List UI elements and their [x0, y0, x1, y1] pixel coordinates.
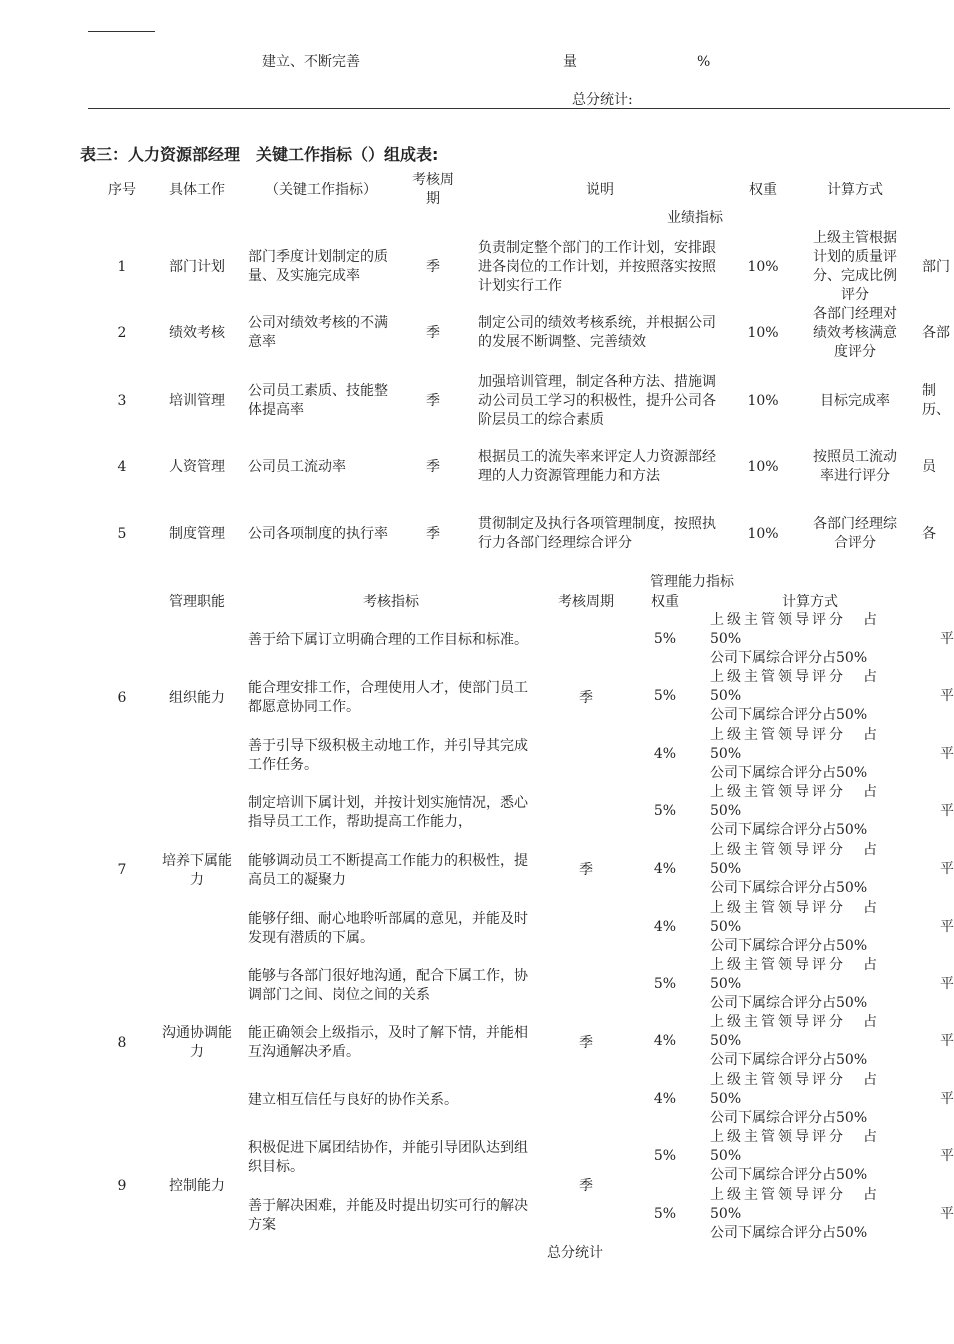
mgmt-calc-line: 上级主管领导评分 占	[710, 957, 880, 973]
header-calc: 计算方式	[827, 182, 883, 198]
mgmt-group-period: 季	[579, 862, 593, 878]
mgmt-weight: 4%	[653, 861, 677, 877]
perf-work: 人资管理	[169, 458, 225, 475]
mgmt-calc-line: 公司下属综合评分占50%	[710, 1052, 868, 1068]
mgmt-calc	[710, 611, 906, 668]
mgmt-calc	[710, 783, 906, 840]
mgmt-indicator-text: 积极促进下属团结协作，并能引导团队达到组织目标。	[248, 1139, 528, 1175]
mgmt-calc-line: 公司下属综合评分占50%	[710, 938, 868, 954]
top-short-rule	[88, 31, 155, 32]
mgmt-calc-line: 上级主管领导评分 占	[710, 784, 880, 800]
header-desc: 说明	[586, 182, 614, 198]
mgmt-group-no: 7	[117, 862, 127, 878]
perf-kpi: 公司对绩效考核的不满意率	[248, 315, 388, 350]
mgmt-calc	[710, 1013, 906, 1070]
mgmt-group-period: 季	[579, 1178, 593, 1194]
perf-weight: 10%	[747, 324, 779, 341]
mgmt-calc-line: 公司下属综合评分占50%	[710, 880, 868, 896]
mgmt-weight: 4%	[653, 746, 677, 762]
mgmt-header-func: 管理职能	[169, 594, 225, 610]
header-seq: 序号	[108, 182, 136, 198]
perf-weight: 10%	[747, 525, 779, 542]
mgmt-group-no: 9	[117, 1178, 127, 1194]
table-title: 表三：人力资源部经理 关键工作指标（）组成表:	[80, 145, 439, 164]
top-col-percent: %	[697, 54, 711, 70]
mgmt-indicator-text: 能够与各部门很好地沟通，配合下属工作，协调部门之间、岗位之间的关系	[248, 967, 528, 1003]
mgmt-extra-mark: 平	[940, 803, 954, 819]
mgmt-weight: 4%	[653, 919, 677, 935]
mgmt-calc-line: 50%	[710, 631, 742, 647]
mgmt-indicator-text: 制定培训下属计划，并按计划实施情况，悉心指导员工工作，帮助提高工作能力，	[248, 794, 528, 830]
mgmt-calc-line: 上级主管领导评分 占	[710, 1014, 880, 1030]
mgmt-calc	[710, 1071, 906, 1128]
mgmt-indicator-text: 善于给下属订立明确合理的工作目标和标准。	[248, 632, 528, 648]
top-bottom-rule	[88, 108, 950, 109]
perf-period: 季	[426, 258, 440, 275]
mgmt-calc	[710, 668, 906, 725]
mgmt-header-calc: 计算方式	[782, 594, 838, 610]
mgmt-calc-line: 50%	[710, 861, 742, 877]
mgmt-calc-line: 50%	[710, 1206, 742, 1222]
mgmt-extra-mark: 平	[940, 1206, 954, 1222]
mgmt-indicator-text: 能够调动员工不断提高工作能力的积极性，提高员工的凝聚力	[248, 852, 528, 888]
mgmt-indicator-text: 能正确领会上级指示，及时了解下情，并能相互沟通解决矛盾。	[248, 1024, 528, 1060]
header-period: 考核周期	[412, 172, 454, 207]
mgmt-calc-line: 公司下属综合评分占50%	[710, 650, 868, 666]
mgmt-header-weight: 权重	[651, 594, 679, 610]
perf-extra: 部门	[922, 258, 950, 275]
mgmt-calc	[710, 956, 906, 1013]
mgmt-calc-line: 50%	[710, 1033, 742, 1049]
mgmt-weight: 5%	[653, 631, 677, 647]
mgmt-extra-mark: 平	[940, 1091, 954, 1107]
header-weight: 权重	[749, 182, 777, 198]
perf-extra: 制历、	[922, 383, 950, 418]
mgmt-calc-line: 公司下属综合评分占50%	[710, 707, 868, 723]
mgmt-extra-mark: 平	[940, 1148, 954, 1164]
perf-kpi: 公司员工流动率	[248, 458, 346, 475]
mgmt-extra-mark: 平	[940, 976, 954, 992]
mgmt-calc	[710, 1128, 906, 1185]
perf-kpi: 公司各项制度的执行率	[248, 525, 388, 542]
perf-no: 3	[117, 392, 127, 409]
mgmt-weight: 5%	[653, 1206, 677, 1222]
perf-calc: 各部门经理综合评分	[813, 516, 897, 551]
mgmt-calc-line: 公司下属综合评分占50%	[710, 1167, 868, 1183]
mgmt-indicator-text: 善于引导下级积极主动地工作，并引导其完成工作任务。	[248, 737, 528, 773]
perf-no: 2	[117, 324, 127, 341]
mgmt-extra-mark: 平	[940, 1033, 954, 1049]
mgmt-calc-line: 公司下属综合评分占50%	[710, 1110, 868, 1126]
perf-no: 1	[117, 258, 127, 275]
perf-calc: 上级主管根据计划的质量评分、完成比例评分	[813, 230, 897, 303]
mgmt-calc-line: 上级主管领导评分 占	[710, 669, 880, 685]
mgmt-extra-mark: 平	[940, 688, 954, 704]
mgmt-calc-line: 上级主管领导评分 占	[710, 612, 880, 628]
perf-weight: 10%	[747, 458, 779, 475]
mgmt-calc	[710, 899, 906, 956]
mgmt-calc-line: 公司下属综合评分占50%	[710, 1225, 868, 1241]
mgmt-group-no: 8	[117, 1034, 127, 1051]
mgmt-weight: 5%	[653, 976, 677, 992]
mgmt-calc-line: 公司下属综合评分占50%	[710, 765, 868, 781]
perf-work: 部门计划	[169, 258, 225, 275]
header-work: 具体工作	[169, 182, 225, 198]
perf-period: 季	[426, 525, 440, 542]
mgmt-indicator-text: 能够仔细、耐心地聆听部属的意见，并能及时发现有潜质的下属。	[248, 910, 528, 946]
perf-no: 5	[117, 525, 127, 542]
mgmt-calc-line: 公司下属综合评分占50%	[710, 995, 868, 1011]
mgmt-indicator-text: 建立相互信任与良好的协作关系。	[248, 1092, 458, 1108]
perf-work: 绩效考核	[169, 324, 225, 341]
mgmt-extra-mark: 平	[940, 746, 954, 762]
mgmt-calc-line: 50%	[710, 976, 742, 992]
perf-desc: 根据员工的流失率来评定人力资源部经理的人力资源管理能力和方法	[478, 449, 716, 484]
mgmt-group-func: 培养下属能力	[162, 852, 232, 888]
mgmt-weight: 5%	[653, 1148, 677, 1164]
mgmt-header-indicator: 考核指标	[363, 594, 419, 610]
header-kpi: （关键工作指标）	[265, 182, 377, 198]
mgmt-group-func: 沟通协调能力	[162, 1025, 232, 1060]
mgmt-weight: 5%	[653, 803, 677, 819]
mgmt-calc-line: 50%	[710, 803, 742, 819]
bottom-total-label: 总分统计	[547, 1245, 603, 1261]
top-col-liang: 量	[563, 54, 577, 70]
perf-calc: 各部门经理对绩效考核满意度评分	[813, 305, 897, 360]
perf-weight: 10%	[747, 258, 779, 275]
perf-desc: 加强培训管理，制定各种方法、措施调动公司员工学习的积极性，提升公司各阶层员工的综合素质	[478, 373, 716, 428]
mgmt-weight: 4%	[653, 1033, 677, 1049]
mgmt-calc-line: 50%	[710, 1148, 742, 1164]
mgmt-section-label: 管理能力指标	[650, 574, 734, 590]
perf-calc: 按照员工流动率进行评分	[813, 449, 897, 484]
perf-extra: 各部	[922, 324, 950, 341]
perf-work: 培训管理	[169, 392, 225, 409]
perf-extra: 各	[922, 525, 936, 542]
perf-calc: 目标完成率	[820, 392, 890, 409]
mgmt-calc-line: 上级主管领导评分 占	[710, 1072, 880, 1088]
perf-weight: 10%	[747, 392, 779, 409]
mgmt-calc-line: 上级主管领导评分 占	[710, 1187, 880, 1203]
mgmt-weight: 5%	[653, 688, 677, 704]
perf-work: 制度管理	[169, 525, 225, 542]
mgmt-calc-line: 50%	[710, 919, 742, 935]
top-item-text: 建立、不断完善	[262, 54, 360, 70]
mgmt-extra-mark: 平	[940, 919, 954, 935]
mgmt-extra-mark: 平	[940, 861, 954, 877]
mgmt-group-period: 季	[579, 1034, 593, 1051]
perf-desc: 负责制定整个部门的工作计划，安排跟进各岗位的工作计划，并按照落实按照计划实行工作	[478, 239, 716, 294]
mgmt-header-period: 考核周期	[558, 594, 614, 610]
perf-kpi: 部门季度计划制定的质量、及实施完成率	[248, 249, 388, 284]
mgmt-calc-line: 公司下属综合评分占50%	[710, 822, 868, 838]
perf-period: 季	[426, 458, 440, 475]
mgmt-calc-line: 50%	[710, 746, 742, 762]
mgmt-calc	[710, 1186, 906, 1243]
mgmt-calc-line: 50%	[710, 1091, 742, 1107]
perf-desc: 制定公司的绩效考核系统，并根据公司的发展不断调整、完善绩效	[478, 315, 716, 350]
mgmt-indicator-text: 善于解决困难，并能及时提出切实可行的解决方案	[248, 1197, 528, 1233]
mgmt-group-no: 6	[117, 689, 127, 706]
perf-section-label: 业绩指标	[667, 210, 723, 226]
perf-extra: 员	[922, 458, 936, 475]
mgmt-calc-line: 上级主管领导评分 占	[710, 727, 880, 743]
perf-period: 季	[426, 324, 440, 341]
perf-desc: 贯彻制定及执行各项管理制度，按照执行力各部门经理综合评分	[478, 516, 716, 551]
perf-kpi: 公司员工素质、技能整体提高率	[248, 383, 388, 418]
mgmt-weight: 4%	[653, 1091, 677, 1107]
mgmt-calc-line: 上级主管领导评分 占	[710, 900, 880, 916]
perf-period: 季	[426, 392, 440, 409]
mgmt-extra-mark: 平	[940, 631, 954, 647]
perf-no: 4	[117, 458, 127, 475]
mgmt-group-func: 控制能力	[169, 1178, 225, 1194]
mgmt-group-period: 季	[579, 689, 593, 706]
mgmt-calc-line: 上级主管领导评分 占	[710, 1129, 880, 1145]
mgmt-indicator-text: 能合理安排工作，合理使用人才，使部门员工都愿意协同工作。	[248, 679, 528, 715]
mgmt-group-func: 组织能力	[169, 689, 225, 706]
top-total-label: 总分统计:	[572, 92, 633, 108]
mgmt-calc-line: 50%	[710, 688, 742, 704]
mgmt-calc	[710, 726, 906, 783]
mgmt-calc-line: 上级主管领导评分 占	[710, 842, 880, 858]
mgmt-calc	[710, 841, 906, 898]
